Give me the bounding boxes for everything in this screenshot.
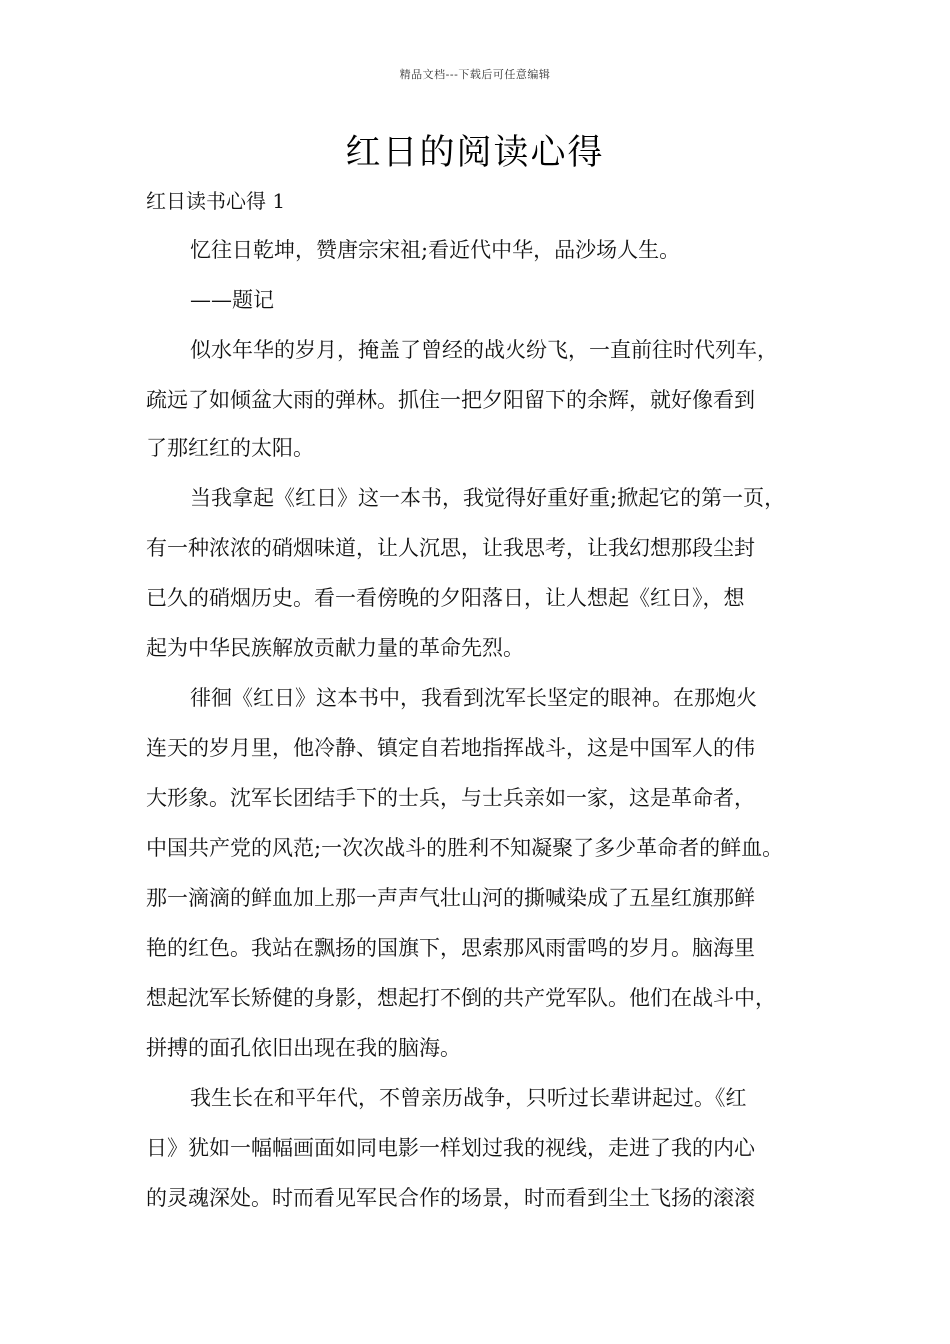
paragraph-line: 疏远了如倾盆大雨的弹林。抓住一把夕阳留下的余辉，就好像看到 (146, 388, 755, 412)
section-subtitle: 红日读书心得 1 (146, 189, 286, 213)
paragraph-line: 中国共产党的风范;一次次战斗的胜利不知凝聚了多少革命者的鲜血。 (146, 836, 784, 860)
paragraph-line: 已久的硝烟历史。看一看傍晚的夕阳落日，让人想起《红日》，想 (146, 586, 745, 610)
document-header-note: 精品文档---下载后可任意编辑 (399, 68, 551, 81)
epigraph-line: 忆往日乾坤，赞唐宗宋祖;看近代中华，品沙场人生。 (190, 238, 681, 262)
paragraph-line: 当我拿起《红日》这一本书，我觉得好重好重;掀起它的第一页， (190, 486, 786, 510)
document-title: 红日的阅读心得 (345, 133, 605, 173)
paragraph-line: 似水年华的岁月，掩盖了曾经的战火纷飞，一直前往时代列车， (190, 338, 778, 362)
paragraph-line: 大形象。沈军长团结手下的士兵，与士兵亲如一家，这是革命者， (146, 786, 755, 810)
paragraph-line: 了那红红的太阳。 (146, 436, 314, 460)
paragraph-line: 那一滴滴的鲜血加上那一声声气壮山河的撕喊染成了五星红旗那鲜 (146, 886, 755, 910)
paragraph-line: 徘徊《红日》这本书中，我看到沈军长坚定的眼神。在那炮火 (190, 686, 757, 710)
paragraph-line: 起为中华民族解放贡献力量的革命先烈。 (146, 636, 524, 660)
paragraph-line: 想起沈军长矫健的身影，想起打不倒的共产党军队。他们在战斗中， (146, 986, 776, 1010)
paragraph-line: 我生长在和平年代，不曾亲历战争，只听过长辈讲起过。《红 (190, 1086, 747, 1110)
paragraph-line: 日》犹如一幅幅画面如同电影一样划过我的视线，走进了我的内心 (146, 1136, 755, 1160)
paragraph-line: 艳的红色。我站在飘扬的国旗下，思索那风雨雷鸣的岁月。脑海里 (146, 936, 755, 960)
epigraph-attribution: ——题记 (190, 288, 274, 312)
paragraph-line: 连天的岁月里，他冷静、镇定自若地指挥战斗，这是中国军人的伟 (146, 736, 755, 760)
paragraph-line: 有一种浓浓的硝烟味道，让人沉思，让我思考，让我幻想那段尘封 (146, 536, 755, 560)
paragraph-line: 拼搏的面孔依旧出现在我的脑海。 (146, 1036, 461, 1060)
paragraph-line: 的灵魂深处。时而看见军民合作的场景，时而看到尘土飞扬的滚滚 (146, 1186, 755, 1210)
